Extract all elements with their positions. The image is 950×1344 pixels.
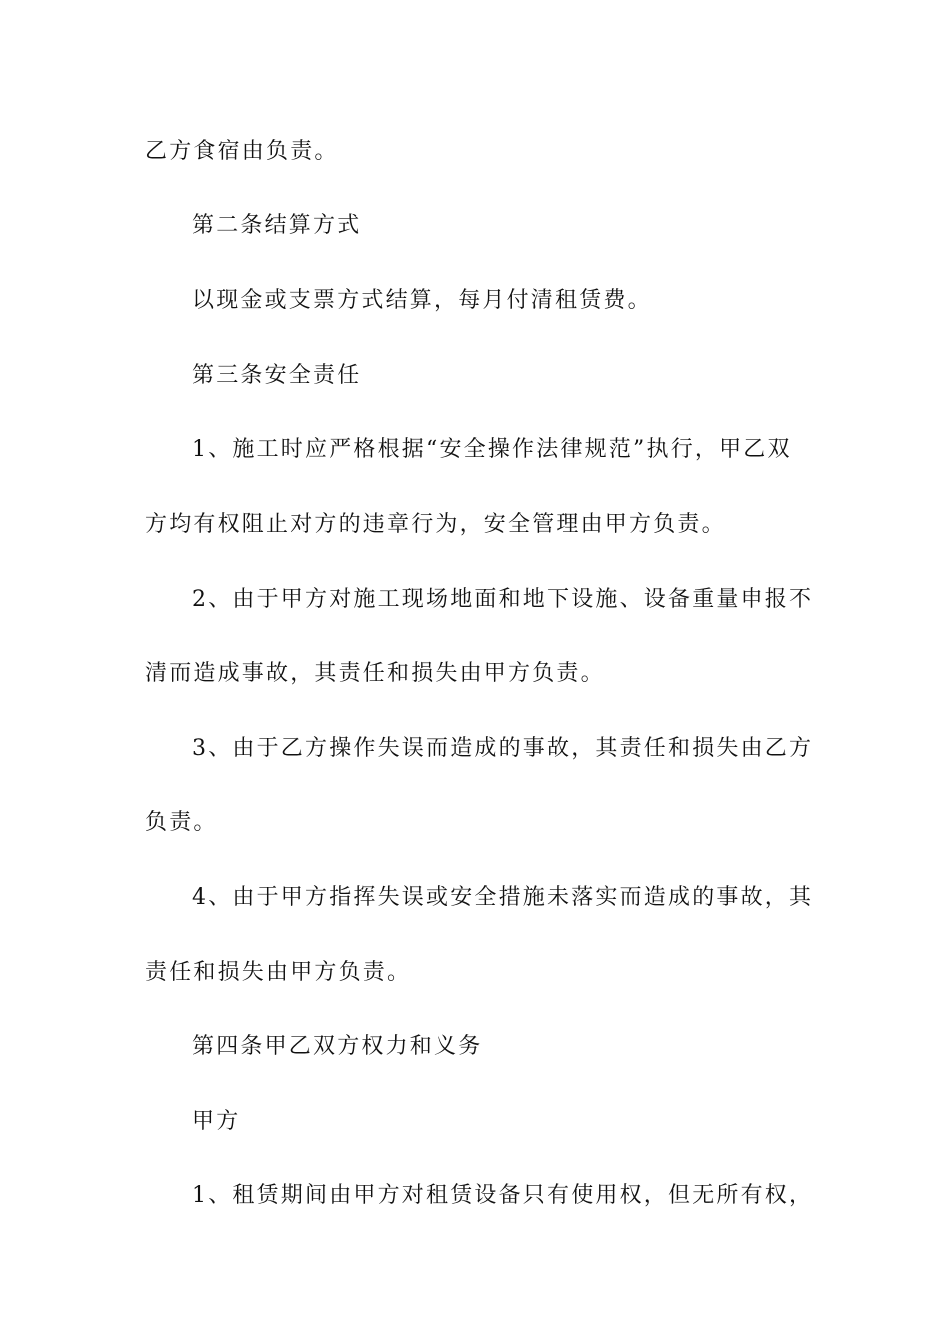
text-line-15: 1、租赁期间由甲方对租赁设备只有使用权，但无所有权， <box>192 1183 814 1208</box>
text-line-10: 负责。 <box>145 810 218 835</box>
text-line-1: 乙方食宿由负责。 <box>145 139 339 164</box>
text-line-3: 以现金或支票方式结算，每月付清租赁费。 <box>192 288 652 313</box>
section-heading-4: 第四条甲乙双方权力和义务 <box>192 1034 483 1059</box>
section-heading-3: 第三条安全责任 <box>192 363 362 388</box>
text-line-11: 4、由于甲方指挥失误或安全措施未落实而造成的事故，其 <box>192 885 814 910</box>
party-a-heading: 甲方 <box>192 1109 241 1134</box>
text-line-7: 2、由于甲方对施工现场地面和地下设施、设备重量申报不 <box>192 587 814 612</box>
text-line-5: 1、施工时应严格根据“安全操作法律规范”执行，甲乙双 <box>192 437 792 462</box>
text-line-8: 清而造成事故，其责任和损失由甲方负责。 <box>145 661 605 686</box>
text-line-6: 方均有权阻止对方的违章行为，安全管理由甲方负责。 <box>145 512 726 537</box>
text-line-9: 3、由于乙方操作失误而造成的事故，其责任和损失由乙方 <box>192 736 814 761</box>
text-line-12: 责任和损失由甲方负责。 <box>145 960 412 985</box>
section-heading-2: 第二条结算方式 <box>192 213 362 238</box>
